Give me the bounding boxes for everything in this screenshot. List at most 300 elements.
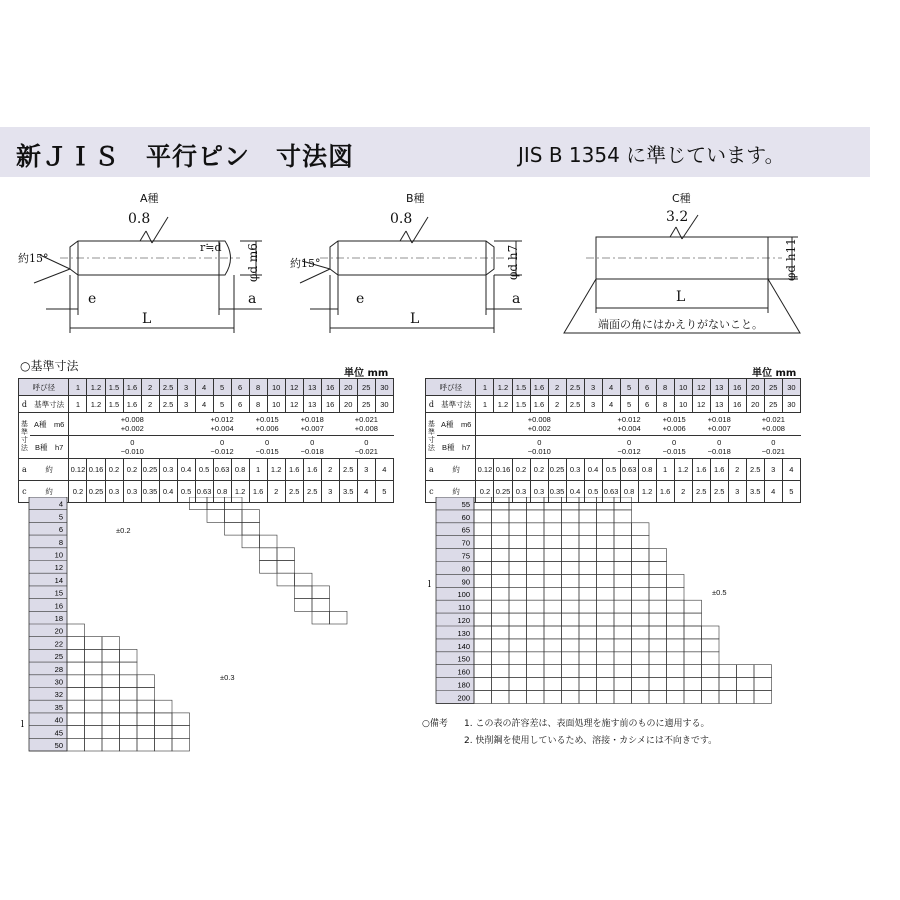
grid-cell [242,535,260,548]
nominal-label: 呼び径 [426,379,476,396]
row-letter-l: l [428,580,431,590]
grid-cell [684,652,702,665]
grid-cell [474,549,492,562]
grid-cell [544,652,562,665]
drawing-a-e: e [88,291,97,307]
cell-value: 1 [476,396,494,413]
grid-cell [667,613,685,626]
length-value: 90 [461,577,470,587]
cell-value: 1.5 [105,396,123,413]
tolerance-cell: 0 −0.018 [692,436,746,459]
grid-cell [85,688,103,701]
grid-cell [527,536,545,549]
grid-cell [632,549,650,562]
grid-cell [509,549,527,562]
row-label: 約 [30,459,69,481]
length-value: 150 [457,654,470,664]
grid-cell [562,678,580,691]
title-banner [0,127,870,177]
cell-value: 12 [285,396,303,413]
grid-cell [474,665,492,678]
grid-cell [562,691,580,704]
section-title: ○基準寸法 [20,359,79,373]
grid-cell [492,639,510,652]
grid-cell [754,691,772,704]
tolerance-cell: 0 −0.021 [746,436,800,459]
grid-cell [137,700,155,713]
grid-cell [667,574,685,587]
tolerance-cell: +0.021 +0.008 [339,413,393,436]
cell-value: 25 [357,396,375,413]
grid-cell [544,691,562,704]
grid-cell [155,726,173,739]
grid-cell [579,510,597,523]
cell-value: 0.3 [530,481,548,503]
grid-cell [260,548,278,561]
grid-cell [474,587,492,600]
length-value: 140 [457,641,470,651]
grid-cell [295,599,313,612]
cell-value: 10 [267,396,285,413]
cell-value: 2 [141,396,159,413]
grid-cell [172,726,190,739]
cell-value: 1.6 [692,459,710,481]
grid-cell [295,573,313,586]
grid-cell [579,665,597,678]
grid-cell [225,510,243,523]
grid-cell [492,626,510,639]
length-value: 5 [58,512,63,522]
length-value: 10 [54,550,63,560]
grid-cell [527,510,545,523]
nominal-size: 1 [69,379,87,396]
cell-value: 2.5 [303,481,321,503]
grid-cell [474,497,492,510]
grid-cell [137,713,155,726]
grid-cell [509,613,527,626]
drawing-a-roughness: 0.8 [128,211,151,227]
length-value: 16 [54,601,63,611]
grid-cell [509,600,527,613]
drawing-c-roughness: 3.2 [666,209,689,225]
grid-cell [527,562,545,575]
grid-cell [579,549,597,562]
grid-cell [509,574,527,587]
grid-cell [242,522,260,535]
grid-cell [667,639,685,652]
grid-cell [684,613,702,626]
grid-cell [597,549,615,562]
length-value: 45 [54,728,63,738]
grid-cell [509,510,527,523]
grid-cell [702,652,720,665]
grid-cell [562,600,580,613]
drawing-a-label: A種 [140,192,159,205]
grid-cell [85,637,103,650]
grid-cell [120,662,138,675]
grid-cell [632,652,650,665]
length-value: 12 [54,563,63,573]
length-value: 20 [54,626,63,636]
cell-value: 2.5 [566,396,584,413]
cell-value: 0.3 [512,481,530,503]
grid-cell [597,678,615,691]
cell-value: 0.4 [177,459,195,481]
cell-value: 1.6 [656,481,674,503]
length-value: 4 [58,499,63,509]
nominal-size: 5 [213,379,231,396]
cell-value: 0.12 [476,459,494,481]
grid-cell [702,691,720,704]
grid-cell [579,587,597,600]
grid-cell [579,562,597,575]
cell-value: 4 [782,459,800,481]
cell-value: 13 [303,396,321,413]
grid-cell [597,536,615,549]
grid-cell [614,600,632,613]
grid-cell [527,691,545,704]
cell-value: 0.25 [548,459,566,481]
length-value: 28 [54,664,63,674]
grid-cell [597,574,615,587]
cell-value: 2 [674,481,692,503]
grid-cell [67,637,85,650]
grid-cell [737,678,755,691]
grid-cell [225,497,243,510]
grid-cell [562,536,580,549]
grid-cell [667,678,685,691]
grid-cell [684,626,702,639]
drawing-type-c [560,185,810,335]
cell-value: 0.35 [548,481,566,503]
cell-value: 0.4 [584,459,602,481]
cell-value: 1.6 [249,481,267,503]
grid-cell [67,738,85,751]
grid-cell [649,549,667,562]
grid-cell [474,574,492,587]
nominal-size: 20 [339,379,357,396]
grid-cell [492,523,510,536]
cell-value: 1.2 [638,481,656,503]
dimension-table-left [18,378,394,503]
grid-cell [509,626,527,639]
grid-cell [544,639,562,652]
tolerance-0-3: ±0.3 [220,673,235,682]
notes-prefix: ○備考 [422,719,448,729]
cell-value: 1.6 [285,459,303,481]
grid-cell [509,587,527,600]
page-title: 新ＪＩＳ 平行ピン 寸法図 [16,142,355,171]
grid-cell [67,662,85,675]
cell-value: 2.5 [159,396,177,413]
grid-cell [509,665,527,678]
tolerance-cell: +0.015 +0.006 [656,413,692,436]
tolerance-0-5: ±0.5 [712,588,727,597]
grid-cell [632,574,650,587]
grid-cell [544,549,562,562]
grid-cell [492,691,510,704]
nominal-size: 5 [620,379,638,396]
grid-cell [632,523,650,536]
grid-cell [544,678,562,691]
grid-cell [632,665,650,678]
nominal-size: 2.5 [566,379,584,396]
nominal-size: 4 [195,379,213,396]
grid-cell [649,626,667,639]
grid-cell [684,639,702,652]
grid-cell [312,586,330,599]
grid-cell [474,536,492,549]
dimension-table-right [425,378,801,503]
grid-cell [649,562,667,575]
grid-cell [312,611,330,624]
grid-cell [632,626,650,639]
grid-cell [492,497,510,510]
grid-cell [120,675,138,688]
grid-cell [120,726,138,739]
row-label: 基準寸法 [437,396,476,413]
length-value: 60 [461,512,470,522]
cell-value: 2.5 [339,459,357,481]
nominal-size: 6 [638,379,656,396]
tolerance-cell: 0 −0.015 [656,436,692,459]
grid-cell [702,678,720,691]
grid-cell [667,600,685,613]
length-grid-right [425,497,801,707]
tolerance-cell: +0.015 +0.006 [249,413,285,436]
grid-cell [544,497,562,510]
cell-value: 2 [267,481,285,503]
cell-value: 3 [584,396,602,413]
grid-cell [509,536,527,549]
grid-cell [754,678,772,691]
row-letter: a [426,459,437,481]
unit-label-left: 単位 mm [344,368,389,379]
cell-value: 0.5 [177,481,195,503]
cell-value: 0.2 [476,481,494,503]
grid-cell [474,523,492,536]
row-letter: a [19,459,30,481]
drawing-a-angle: 約15° [18,252,49,265]
grid-cell [562,523,580,536]
cell-value: 0.4 [159,481,177,503]
grid-cell [649,574,667,587]
grid-cell [155,713,173,726]
cell-value: 0.3 [123,481,141,503]
cell-value: 2 [728,459,746,481]
length-value: 110 [458,603,470,613]
drawing-b-dia: φd h7 [506,244,520,280]
cell-value: 0.5 [584,481,602,503]
grid-cell [667,652,685,665]
grid-cell [562,665,580,678]
grid-cell [614,574,632,587]
grid-cell [544,665,562,678]
cell-value: 0.3 [566,459,584,481]
cell-value: 0.8 [638,459,656,481]
grid-cell [614,562,632,575]
grid-cell [527,523,545,536]
row-label: 約 [437,459,476,481]
grid-cell [527,626,545,639]
nominal-size: 8 [656,379,674,396]
grid-cell [155,700,173,713]
grid-cell [509,652,527,665]
grid-cell [614,523,632,536]
length-value: 8 [58,537,63,547]
grid-cell [544,600,562,613]
grid-cell [67,675,85,688]
cell-value: 2.5 [710,481,728,503]
grid-cell [190,497,208,510]
cell-value: 1.2 [494,396,512,413]
grid-cell [737,665,755,678]
length-value: 100 [457,590,470,600]
cell-value: 2.5 [692,481,710,503]
grid-cell [102,726,120,739]
grid-cell [137,726,155,739]
length-value: 120 [457,616,470,625]
grid-cell [614,549,632,562]
drawing-c-dia: φd h11 [784,238,798,281]
nominal-size: 25 [764,379,782,396]
grid-cell [562,574,580,587]
row-a-m6 [426,413,801,436]
grid-cell [544,613,562,626]
grid-cell [67,649,85,662]
grid-cell [102,637,120,650]
grid-cell [597,523,615,536]
length-value: 32 [54,690,63,700]
cell-value: 0.63 [195,481,213,503]
cell-value: 0.16 [494,459,512,481]
drawing-a-dia: φd m6 [246,243,260,282]
cell-value: 2.5 [746,459,764,481]
grid-cell [492,574,510,587]
grid-cell [649,613,667,626]
grid-cell [277,548,295,561]
grid-cell [85,662,103,675]
nominal-size: 2.5 [159,379,177,396]
grid-cell [597,639,615,652]
drawing-c-svg [560,185,810,335]
cell-value: 8 [656,396,674,413]
grid-cell [579,497,597,510]
cell-value: 4 [602,396,620,413]
grid-cell [614,691,632,704]
grid-cell [544,587,562,600]
cell-value: 4 [764,481,782,503]
tolerance-cell: +0.008 +0.002 [476,413,602,436]
grid-cell [509,562,527,575]
nominal-label: 呼び径 [19,379,69,396]
drawing-a-L: L [142,311,152,327]
grid-cell [85,713,103,726]
grid-cell [492,652,510,665]
nominal-size: 4 [602,379,620,396]
grid-cell [102,649,120,662]
grid-cell [509,639,527,652]
tolerance-cell: 0 −0.012 [602,436,656,459]
row-letter: c [426,481,437,503]
grid-cell [562,652,580,665]
length-value: 14 [54,575,63,585]
nominal-size: 10 [267,379,285,396]
grid-cell [597,587,615,600]
grid-cell [579,626,597,639]
grid-cell [579,600,597,613]
grid-cell [474,678,492,691]
grid-cell [492,678,510,691]
cell-value: 1.6 [303,459,321,481]
grid-cell [667,665,685,678]
grid-cell [579,574,597,587]
grid-cell [632,536,650,549]
grid-cell [260,535,278,548]
grid-cell [492,549,510,562]
drawing-c-note: 端面の角にはかえりがないこと。 [598,318,763,331]
grid-cell [492,562,510,575]
grid-cell [492,600,510,613]
cell-value: 1.5 [512,396,530,413]
nominal-size: 1.6 [123,379,141,396]
grid-cell [527,678,545,691]
row-b-h7 [426,436,801,459]
cell-value: 0.8 [231,459,249,481]
grid-cell [172,738,190,751]
cell-value: 0.12 [69,459,87,481]
cell-value: 0.2 [105,459,123,481]
nominal-size: 3 [177,379,195,396]
grid-cell [597,626,615,639]
tolerance-cell: 0 −0.015 [249,436,285,459]
nominal-size: 12 [285,379,303,396]
grid-cell [562,497,580,510]
grid-cell [579,536,597,549]
grid-cell [474,626,492,639]
grid-cell [597,562,615,575]
row-letter: d [19,396,30,413]
cell-value: 0.63 [602,481,620,503]
length-value: 50 [54,741,63,750]
grid-cell [614,613,632,626]
grid-cell [614,665,632,678]
grid-cell [649,652,667,665]
nominal-size: 1.5 [105,379,123,396]
grid-cell [597,652,615,665]
nominal-size: 3 [584,379,602,396]
length-value: 80 [461,564,470,574]
nominal-size: 20 [746,379,764,396]
row-d [426,396,801,413]
grid-cell [632,587,650,600]
length-value: 75 [461,551,470,561]
row-nominal [426,379,801,396]
grid-cell [102,688,120,701]
grid-cell [754,665,772,678]
grid-cell [614,510,632,523]
row-label: A種 m6 [437,413,476,436]
cell-value: 1.6 [710,459,728,481]
drawing-a-a: a [248,291,257,307]
grid-cell [527,587,545,600]
cell-value: 30 [782,396,800,413]
grid-cell [242,510,260,523]
drawing-c-label: C種 [672,192,691,205]
cell-value: 12 [692,396,710,413]
grid-cell [614,587,632,600]
grid-cell [597,613,615,626]
